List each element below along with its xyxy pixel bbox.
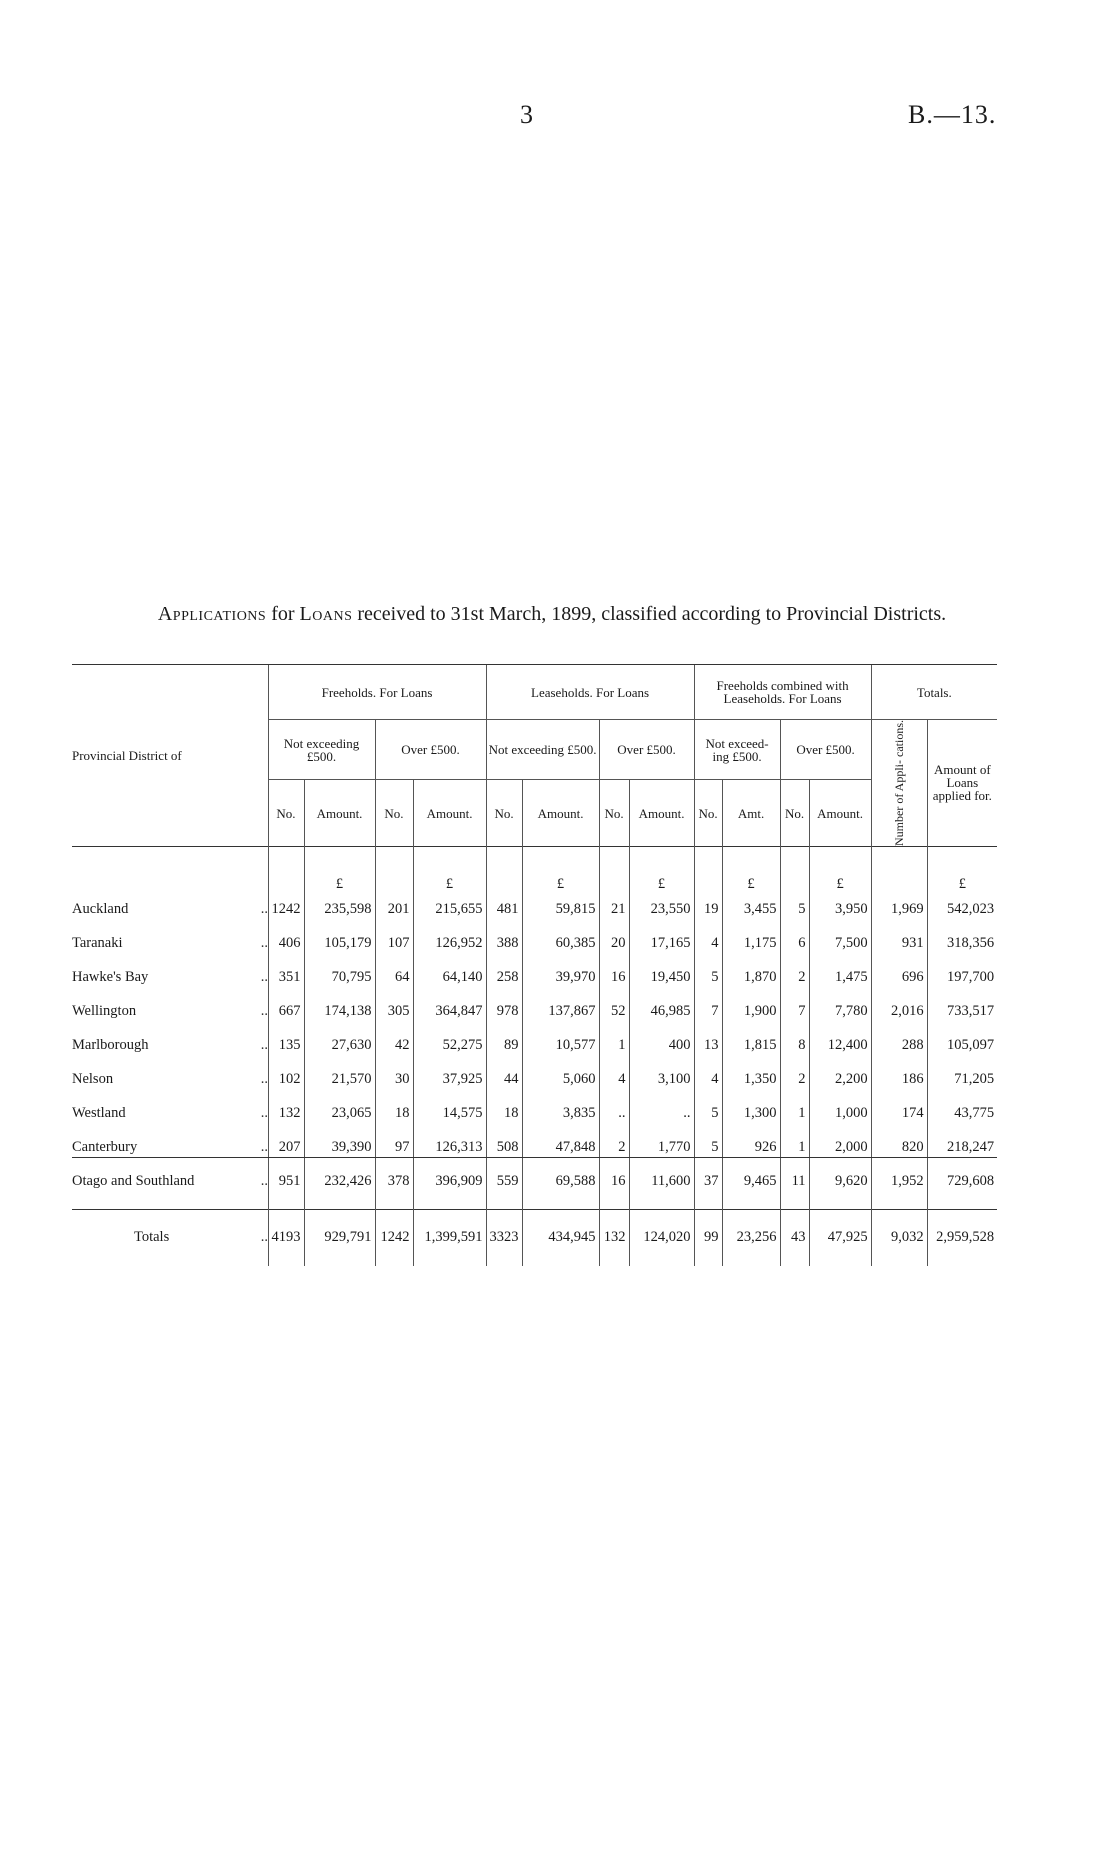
table-cell: 2,959,528 <box>927 1209 997 1266</box>
table-cell: 27,630 <box>304 1029 375 1063</box>
table-cell: 232,426 <box>304 1165 375 1199</box>
table-cell: 135 <box>268 1029 304 1063</box>
leader-dots: .. <box>260 1003 268 1020</box>
table-cell: 10,577 <box>522 1029 599 1063</box>
table-cell: 186 <box>871 1063 927 1097</box>
table-cell: 126,952 <box>413 927 486 961</box>
table-cell: 39,390 <box>304 1131 375 1165</box>
currency-symbol: £ <box>722 846 780 893</box>
table-cell: 14,575 <box>413 1097 486 1131</box>
table-cell: 18 <box>486 1097 522 1131</box>
table-cell: 99 <box>694 1209 722 1266</box>
table-cell: 89 <box>486 1029 522 1063</box>
district-name: Taranaki <box>72 935 123 952</box>
table-cell: 23,065 <box>304 1097 375 1131</box>
district-name: Canterbury <box>72 1139 138 1156</box>
table-row <box>72 927 997 961</box>
table-cell: 43 <box>780 1209 809 1266</box>
table-cell: 1,969 <box>871 893 927 927</box>
table-cell: 21 <box>599 893 629 927</box>
subgroup-freeholds-not-exceeding: Not exceeding £500. <box>268 720 375 780</box>
table-cell: 1,350 <box>722 1063 780 1097</box>
leader-dots: .. <box>260 1229 268 1246</box>
table-cell: 929,791 <box>304 1209 375 1266</box>
table-row <box>72 1097 997 1131</box>
table-cell: 5 <box>780 893 809 927</box>
leader-dots: .. <box>260 1105 268 1122</box>
caption-part-1: for <box>266 603 300 625</box>
table-cell: 978 <box>486 995 522 1029</box>
table-cell: 2 <box>780 961 809 995</box>
row-spacer <box>72 1199 997 1210</box>
header-row-groups <box>72 665 997 720</box>
table-cell: 20 <box>599 927 629 961</box>
table-cell: 1,300 <box>722 1097 780 1131</box>
subgroup-freeholds-over: Over £500. <box>375 720 486 780</box>
table-cell: 42 <box>375 1029 413 1063</box>
table-cell: 19,450 <box>629 961 694 995</box>
table-cell: .. <box>629 1097 694 1131</box>
table-cell: 733,517 <box>927 995 997 1029</box>
table-cell: 59,815 <box>522 893 599 927</box>
table-cell: 174 <box>871 1097 927 1131</box>
table-cell: 9,620 <box>809 1165 871 1199</box>
table-cell: 64 <box>375 961 413 995</box>
table-cell: 7,500 <box>809 927 871 961</box>
table-cell: 11 <box>780 1165 809 1199</box>
table-cell: 4193 <box>268 1209 304 1266</box>
table-cell: 46,985 <box>629 995 694 1029</box>
group-header-leaseholds: Leaseholds. For Loans <box>486 665 694 720</box>
table-cell: 351 <box>268 961 304 995</box>
district-name: Totals <box>134 1229 170 1246</box>
table-cell: 218,247 <box>927 1131 997 1165</box>
table-cell: 5 <box>694 1097 722 1131</box>
table-cell: 406 <box>268 927 304 961</box>
leader-dots: .. <box>260 935 268 952</box>
table-cell: 508 <box>486 1131 522 1165</box>
table-cell: 17,165 <box>629 927 694 961</box>
table-cell: 4 <box>694 1063 722 1097</box>
table-cell: 9,032 <box>871 1209 927 1266</box>
totals-row <box>72 1209 997 1266</box>
leader-dots: .. <box>260 1037 268 1054</box>
table-cell: 1,870 <box>722 961 780 995</box>
table-cell: 1 <box>599 1029 629 1063</box>
subgroup-combined-not-exceeding: Not exceed- ing £500. <box>694 720 780 780</box>
table-cell: 52 <box>599 995 629 1029</box>
caption-part-2: received to 31st March, 1899, classified according to Provincial Districts. <box>352 603 947 625</box>
table-cell: 388 <box>486 927 522 961</box>
table-cell: 3,455 <box>722 893 780 927</box>
district-name: Wellington <box>72 1003 137 1020</box>
district-name: Nelson <box>72 1071 114 1088</box>
table-cell: 288 <box>871 1029 927 1063</box>
col-header-no: No. <box>268 780 304 847</box>
table-cell: 951 <box>268 1165 304 1199</box>
currency-symbol: £ <box>927 846 997 893</box>
table-cell: 16 <box>599 961 629 995</box>
table-row <box>72 1165 997 1199</box>
table-cell: 197,700 <box>927 961 997 995</box>
currency-symbol: £ <box>413 846 486 893</box>
currency-symbol: £ <box>304 846 375 893</box>
col-header-no: No. <box>375 780 413 847</box>
table-cell: 1,475 <box>809 961 871 995</box>
table-cell: 3,835 <box>522 1097 599 1131</box>
currency-symbol: £ <box>629 846 694 893</box>
district-name: Otago and Southland <box>72 1173 195 1190</box>
table-cell: 201 <box>375 893 413 927</box>
table-cell: 23,550 <box>629 893 694 927</box>
table-cell: 70,795 <box>304 961 375 995</box>
col-header-amount: Amount. <box>522 780 599 847</box>
table-cell: 1,000 <box>809 1097 871 1131</box>
table-cell: 23,256 <box>722 1209 780 1266</box>
table-cell: 481 <box>486 893 522 927</box>
col-header-amount: Amount. <box>413 780 486 847</box>
table-cell: 19 <box>694 893 722 927</box>
table-cell: 434,945 <box>522 1209 599 1266</box>
table-cell: 39,970 <box>522 961 599 995</box>
table-cell: 2 <box>780 1063 809 1097</box>
table-cell: 5 <box>694 1131 722 1165</box>
table-cell: 2,016 <box>871 995 927 1029</box>
table-cell: 21,570 <box>304 1063 375 1097</box>
table-cell: 1,399,591 <box>413 1209 486 1266</box>
table-cell: 820 <box>871 1131 927 1165</box>
table-cell: 235,598 <box>304 893 375 927</box>
table-cell: 44 <box>486 1063 522 1097</box>
table-cell: 137,867 <box>522 995 599 1029</box>
table-bottom-rule <box>72 1157 997 1158</box>
table-cell: 667 <box>268 995 304 1029</box>
table-cell: 7,780 <box>809 995 871 1029</box>
units-row <box>72 846 997 893</box>
table-cell: 52,275 <box>413 1029 486 1063</box>
table-cell: 16 <box>599 1165 629 1199</box>
table-cell: 559 <box>486 1165 522 1199</box>
table-cell: 126,313 <box>413 1131 486 1165</box>
document-reference: B.—13. <box>908 100 997 129</box>
table-cell: 7 <box>694 995 722 1029</box>
caption-word-loans: Loans <box>299 603 353 625</box>
table-cell: 71,205 <box>927 1063 997 1097</box>
col-header-no: No. <box>599 780 629 847</box>
table-row <box>72 893 997 927</box>
table-row <box>72 995 997 1029</box>
table-cell: 174,138 <box>304 995 375 1029</box>
table-cell: 9,465 <box>722 1165 780 1199</box>
district-name: Westland <box>72 1105 126 1122</box>
table-cell: 64,140 <box>413 961 486 995</box>
col-header-no: No. <box>694 780 722 847</box>
table-cell: 6 <box>780 927 809 961</box>
table-cell: 318,356 <box>927 927 997 961</box>
table-row <box>72 1131 997 1165</box>
leader-dots: .. <box>260 901 268 918</box>
subgroup-leaseholds-over: Over £500. <box>599 720 694 780</box>
table-cell: 37,925 <box>413 1063 486 1097</box>
currency-symbol: £ <box>809 846 871 893</box>
table-cell: 258 <box>486 961 522 995</box>
group-header-combined: Freeholds combined with Leaseholds. For Loans <box>694 665 871 720</box>
table-cell: 1,175 <box>722 927 780 961</box>
table-cell: 1 <box>780 1097 809 1131</box>
col-header-amount: Amount. <box>304 780 375 847</box>
col-header-no: No. <box>486 780 522 847</box>
col-header-no: No. <box>780 780 809 847</box>
table-cell: 12,400 <box>809 1029 871 1063</box>
loans-table <box>72 665 997 1266</box>
table-cell: 4 <box>599 1063 629 1097</box>
table-cell: 124,020 <box>629 1209 694 1266</box>
table-cell: 207 <box>268 1131 304 1165</box>
table-cell: 931 <box>871 927 927 961</box>
table-cell: 43,775 <box>927 1097 997 1131</box>
table-cell: 1242 <box>268 893 304 927</box>
table-cell: 132 <box>268 1097 304 1131</box>
table-cell: 2,000 <box>809 1131 871 1165</box>
table-cell: 3323 <box>486 1209 522 1266</box>
table-cell: 13 <box>694 1029 722 1063</box>
col-header-amount: Amount. <box>809 780 871 847</box>
district-name: Hawke's Bay <box>72 969 149 986</box>
table-cell: 47,848 <box>522 1131 599 1165</box>
table-row <box>72 1063 997 1097</box>
table-cell: 11,600 <box>629 1165 694 1199</box>
table-cell: 364,847 <box>413 995 486 1029</box>
col-header-amount-of-loans: Amount of Loans applied for. <box>927 720 997 847</box>
col-header-number-of-applications <box>871 720 927 847</box>
table-cell: .. <box>599 1097 629 1131</box>
table-cell: 102 <box>268 1063 304 1097</box>
table-cell: 2,200 <box>809 1063 871 1097</box>
table-cell: 5,060 <box>522 1063 599 1097</box>
table-cell: 5 <box>694 961 722 995</box>
table-cell: 105,179 <box>304 927 375 961</box>
table-cell: 400 <box>629 1029 694 1063</box>
table-cell: 69,588 <box>522 1165 599 1199</box>
subgroup-combined-over: Over £500. <box>780 720 871 780</box>
table-cell: 7 <box>780 995 809 1029</box>
table-cell: 105,097 <box>927 1029 997 1063</box>
page-number: 3 <box>520 100 533 129</box>
caption-word-applications: Applications <box>157 603 267 625</box>
table-cell: 378 <box>375 1165 413 1199</box>
leader-dots: .. <box>260 1071 268 1088</box>
table-cell: 1,900 <box>722 995 780 1029</box>
table-cell: 97 <box>375 1131 413 1165</box>
table-row <box>72 961 997 995</box>
table-cell: 926 <box>722 1131 780 1165</box>
number-of-applications-label: Number of Appli- cations. <box>892 720 907 846</box>
table-row <box>72 1029 997 1063</box>
district-name: Auckland <box>72 901 129 918</box>
table-cell: 3,100 <box>629 1063 694 1097</box>
table-cell: 542,023 <box>927 893 997 927</box>
leader-dots: .. <box>260 1173 268 1190</box>
stub-header: Provincial District of <box>72 747 182 763</box>
table-cell: 696 <box>871 961 927 995</box>
table-cell: 107 <box>375 927 413 961</box>
table-cell: 1,815 <box>722 1029 780 1063</box>
table-cell: 37 <box>694 1165 722 1199</box>
group-header-totals: Totals. <box>871 665 997 720</box>
table-cell: 18 <box>375 1097 413 1131</box>
table-cell: 396,909 <box>413 1165 486 1199</box>
table-cell: 1 <box>780 1131 809 1165</box>
table-cell: 30 <box>375 1063 413 1097</box>
table-cell: 3,950 <box>809 893 871 927</box>
col-header-amount: Amount. <box>629 780 694 847</box>
district-name: Marlborough <box>72 1037 149 1054</box>
currency-symbol: £ <box>522 846 599 893</box>
table-cell: 1242 <box>375 1209 413 1266</box>
table-cell: 1,770 <box>629 1131 694 1165</box>
table-cell: 2 <box>599 1131 629 1165</box>
table-cell: 1,952 <box>871 1165 927 1199</box>
table-cell: 215,655 <box>413 893 486 927</box>
leader-dots: .. <box>260 969 268 986</box>
col-header-amt: Amt. <box>722 780 780 847</box>
table-cell: 60,385 <box>522 927 599 961</box>
table-caption <box>92 603 1012 625</box>
group-header-freeholds: Freeholds. For Loans <box>268 665 486 720</box>
table-cell: 305 <box>375 995 413 1029</box>
table-cell: 47,925 <box>809 1209 871 1266</box>
table-cell: 4 <box>694 927 722 961</box>
subgroup-leaseholds-not-exceeding: Not exceeding £500. <box>486 720 599 780</box>
table-cell: 132 <box>599 1209 629 1266</box>
table-cell: 729,608 <box>927 1165 997 1199</box>
table-cell: 8 <box>780 1029 809 1063</box>
leader-dots: .. <box>260 1139 268 1156</box>
